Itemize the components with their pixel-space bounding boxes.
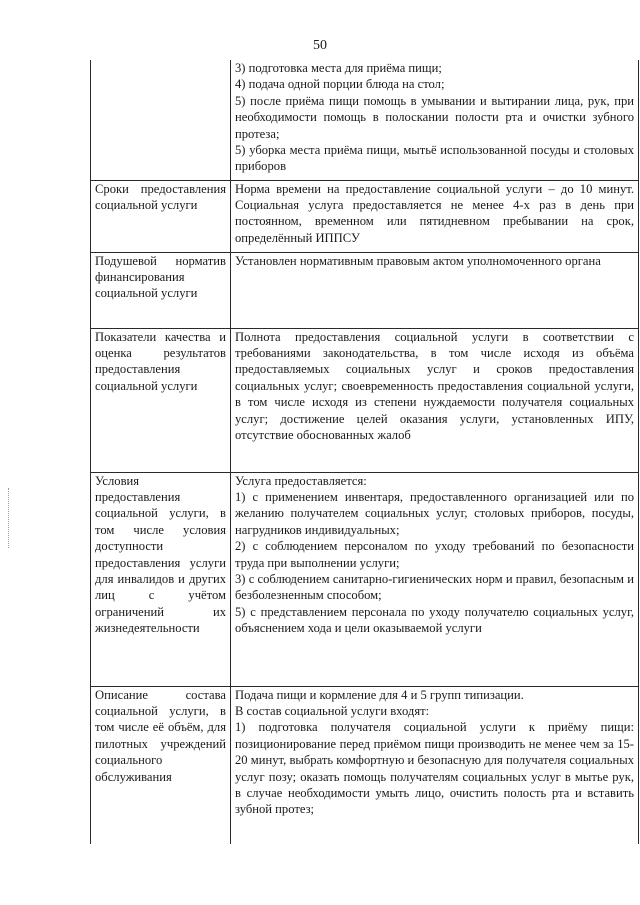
row-paragraph: Полнота предоставления социальной услуги в соответствии с требованиями законодательства, в том числе исходя из объёма предоставляемых социальных услуг и сроков предоставления социальных услуг; своевременность предоставления социальной услуги, в том числе исходя из степени нуждаемости получателя социальных услуг; достижение целей оказания услуги, установленных ИПУ, отсутствие обоснованных жалоб xyxy=(235,329,634,442)
row-paragraph: 2) с соблюдением персоналом по уходу требований по безопасности труда при выполнении услуги; xyxy=(235,539,634,570)
row-paragraph: 1) подготовка получателя социальной услуги к приёму пищи: позиционирование перед приёмом пищи производить не менее чем за 15-20 минут, выбрать комфортную и безопасную для получателя социальных услуг позу; оказать помощь получателям социальных услуг в мытье рук, в случае необходимости умыть лицо, очистить полость рта и вставить зубной протез; xyxy=(235,720,634,817)
row-label-cell: Условия предоставления социальной услуги, в том числе условия доступности предоставления услуги для инвалидов и других лиц с учётом ограничений их жизнедеятельности xyxy=(91,472,231,686)
row-content-cell xyxy=(231,60,639,180)
row-label-cell: Сроки предоставления социальной услуги xyxy=(91,180,231,252)
row-label-cell xyxy=(91,60,231,180)
row-paragraph: 5) после приёма пищи помощь в умывании и вытирании лица, рук, при необходимости помощь в полоскании полости рта и очистки зубного протеза; xyxy=(235,93,634,141)
row-paragraph: 3) с соблюдением санитарно-гигиенических норм и правил, безопасным и безболезненным способом; xyxy=(235,571,634,603)
service-standard-table xyxy=(90,60,639,844)
table-row xyxy=(91,252,639,328)
table-row xyxy=(91,60,639,180)
row-paragraph: 1) с применением инвентаря, предоставленного организацией или по желанию получателем социальных услуг, столовых приборов, посуды, нагрудников индивидуальных; xyxy=(235,489,634,537)
row-paragraph: Норма времени на предоставление социальной услуги – до 10 минут. Социальная услуга предоставляется не менее 4-х раз в день при постоянном, временном или пятидневном пребывании на срок, определённый ИППСУ xyxy=(235,181,634,245)
table-row xyxy=(91,472,639,686)
page-number: 50 xyxy=(313,38,327,53)
row-paragraph: Установлен нормативным правовым актом уполномоченного органа xyxy=(235,253,601,268)
row-paragraph: 5) с представлением персонала по уходу получателю социальных услуг, объяснением хода и цели оказываемой услуги xyxy=(235,604,634,636)
margin-scan-mark xyxy=(8,488,11,548)
table-row xyxy=(91,328,639,472)
row-paragraph: В состав социальной услуги входят: xyxy=(235,703,430,718)
table-row xyxy=(91,686,639,844)
row-paragraph: Услуга предоставляется: xyxy=(235,473,367,488)
row-content-cell xyxy=(231,686,639,844)
table-row xyxy=(91,180,639,252)
row-paragraph: 5) уборка места приёма пищи, мытьё использованной посуды и столовых приборов xyxy=(235,143,634,174)
row-label-cell: Описание состава социальной услуги, в том числе её объём, для пилотных учреждений социального обслуживания xyxy=(91,686,231,844)
row-content-cell xyxy=(231,472,639,686)
row-label-cell: Подушевой норматив финансирования социальной услуги xyxy=(91,252,231,328)
row-paragraph: Подача пищи и кормление для 4 и 5 групп типизации. xyxy=(235,687,524,702)
row-content-cell xyxy=(231,252,639,328)
row-content-cell xyxy=(231,328,639,472)
row-paragraph: 3) подготовка места для приёма пищи; xyxy=(235,61,442,75)
row-paragraph: 4) подача одной порции блюда на стол; xyxy=(235,77,445,92)
row-content-cell xyxy=(231,180,639,252)
row-label-cell: Показатели качества и оценка результатов предоставления социальной услуги xyxy=(91,328,231,472)
